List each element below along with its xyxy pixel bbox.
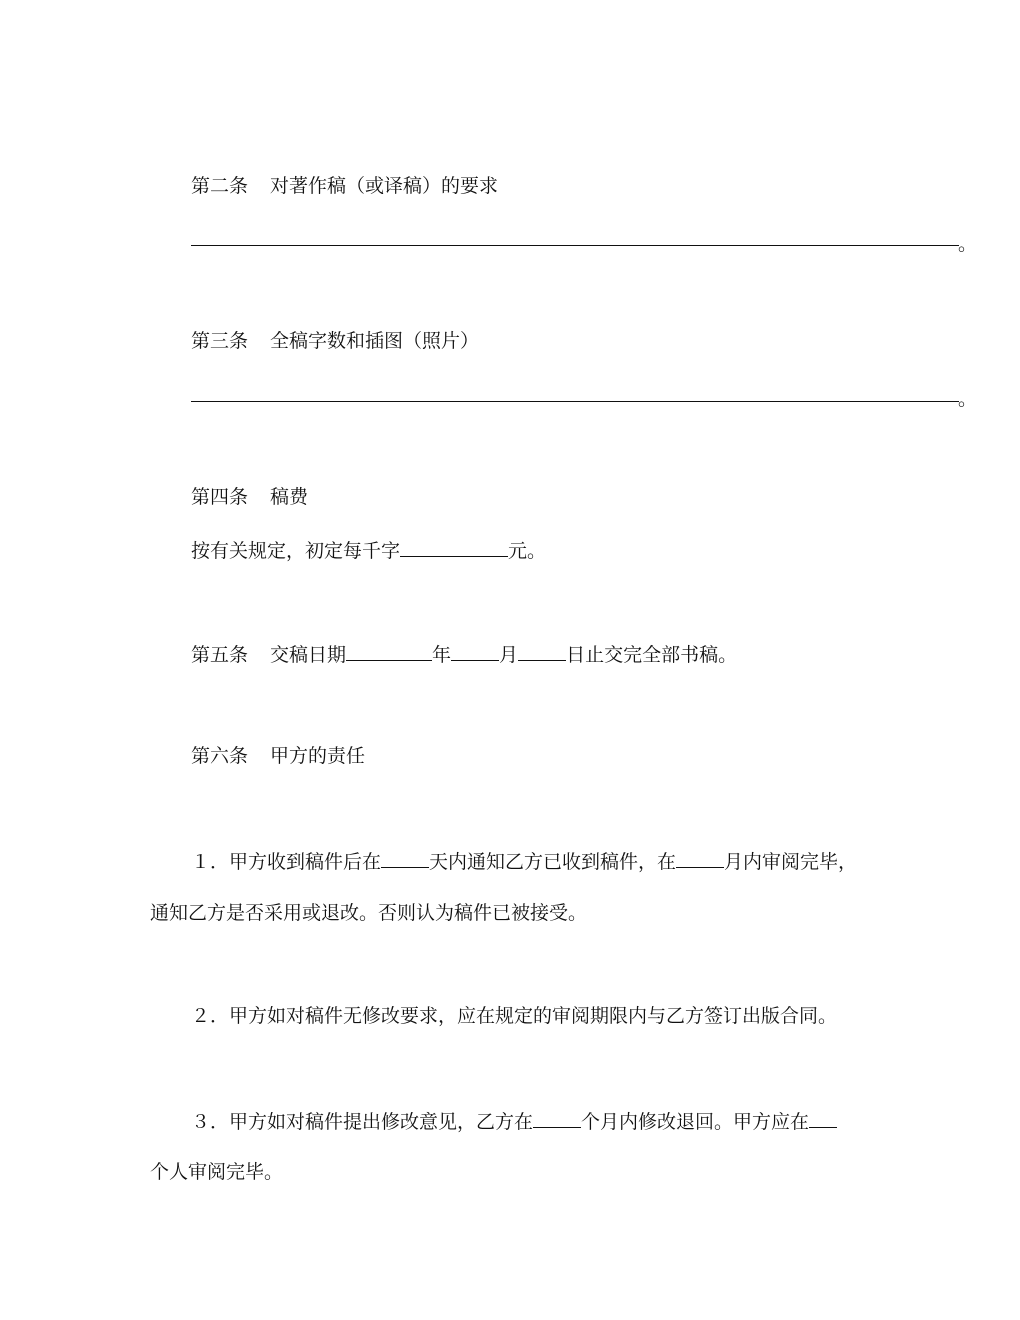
article-4-heading [191, 484, 308, 510]
article-5-heading [191, 640, 737, 668]
month-label: 月 [499, 644, 519, 666]
fee-per-thousand-blank[interactable] [400, 536, 508, 557]
delivery-date-suffix: 日止交完全部书稿。 [566, 644, 738, 666]
article-6-number: 第六条 [191, 745, 249, 767]
article-6-item-3-line-2: 个人审阅完毕。 [150, 1161, 284, 1183]
notify-days-blank[interactable] [381, 847, 429, 868]
article-6-item-2: ２．甲方如对稿件无修改要求，应在规定的审阅期限内与乙方签订出版合同。 [191, 1005, 838, 1027]
delivery-year-blank[interactable] [346, 640, 432, 661]
item-3-text-a: ３．甲方如对稿件提出修改意见，乙方在 [191, 1111, 534, 1133]
revision-months-blank[interactable] [533, 1107, 581, 1128]
delivery-day-blank[interactable] [518, 640, 566, 661]
article-4-title: 稿费 [270, 486, 309, 508]
article-3-title: 全稿字数和插图（照片） [270, 330, 480, 352]
item-3-text-b: 个月内修改退回。甲方应在 [581, 1111, 810, 1133]
article-2-end-mark: 。 [958, 233, 978, 255]
fee-text-after: 元。 [508, 540, 547, 562]
article-6-item-1-line-2: 通知乙方是否采用或退改。否则认为稿件已被接受。 [150, 902, 588, 924]
article-2-title: 对著作稿（或译稿）的要求 [270, 175, 499, 197]
article-3-end-mark: 。 [958, 388, 978, 410]
article-4-number: 第四条 [191, 486, 249, 508]
article-6-item-3-line-1 [191, 1107, 837, 1135]
article-3-fill-line[interactable] [191, 401, 959, 402]
delivery-date-label: 交稿日期 [270, 644, 347, 666]
article-6-item-1-line-1 [191, 847, 857, 875]
review-period-blank[interactable] [809, 1107, 837, 1128]
review-months-blank[interactable] [676, 847, 724, 868]
article-2-heading [191, 173, 498, 199]
year-label: 年 [432, 644, 452, 666]
article-5-number: 第五条 [191, 644, 249, 666]
item-1-text-a: １．甲方收到稿件后在 [191, 851, 382, 873]
fee-text-before: 按有关规定，初定每千字 [191, 540, 401, 562]
article-3-number: 第三条 [191, 330, 249, 352]
article-6-title: 甲方的责任 [270, 745, 366, 767]
article-6-heading [191, 743, 365, 769]
item-1-text-c: 月内审阅完毕， [724, 851, 858, 873]
delivery-month-blank[interactable] [451, 640, 499, 661]
article-4-text [191, 536, 546, 564]
article-2-fill-line[interactable] [191, 245, 959, 246]
item-1-text-b: 天内通知乙方已收到稿件，在 [429, 851, 677, 873]
article-2-number: 第二条 [191, 175, 249, 197]
article-3-heading [191, 328, 479, 354]
